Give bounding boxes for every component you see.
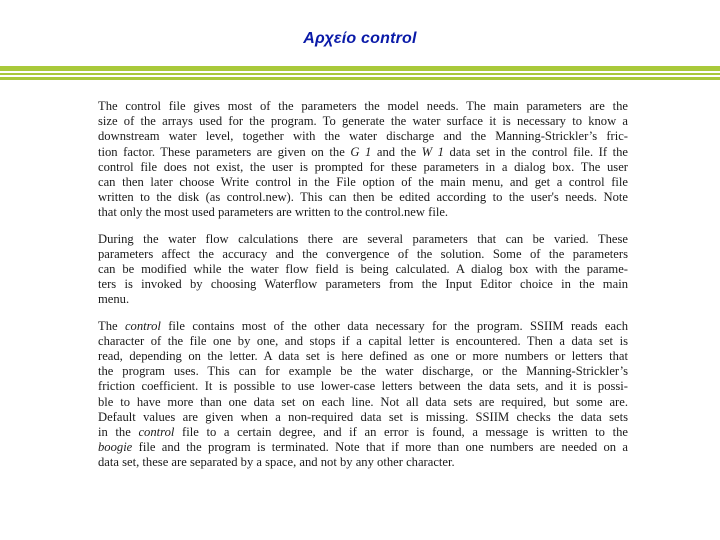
text-line: character of the file one by one, and stops if a capital letter is encountered. Then a data set is [98,333,628,348]
text-line: size of the arrays used for the program. To generate the water surface it is necessary to know a [98,114,628,129]
text-line: The control file contains most of the other data necessary for the program. SSIIM reads each [98,318,628,333]
text-line: ble to have more than one data set on each line. Not all data sets are required, but some are. [98,394,628,409]
text-line: Default values are given when a non-required data set is missing. SSIIM checks the data sets [98,409,628,424]
text-line: can be modified while the water flow field is being calculated. A dialog box with the parame- [98,262,628,277]
italic-term: boogie [98,440,133,455]
text-line: parameters affect the accuracy and the convergence of the solution. Some of the parameters [98,246,628,261]
text-line: read, depending on the letter. A data set is here defined as one or more numbers or letters that [98,349,628,364]
text-line: control file does not exist, the user is prompted for these parameters in a dialog box. The user [98,159,628,174]
title-divider-bottom [0,77,720,80]
text-line: tion factor. These parameters are given on the G 1 and the W 1 data set in the control file. If the [98,144,629,159]
paragraph-3 [98,319,628,471]
italic-term: W 1 [421,144,444,159]
paragraph-1 [98,99,628,221]
text-line: in the control file to a certain degree, and if an error is found, a message is written to the [98,425,629,440]
title-divider-thin [0,73,720,75]
italic-term: control [124,318,161,333]
slide-title: Αρχείο control [303,30,417,47]
text-line: can then later choose Write control in the File option of the main menu, and get a control file [98,175,628,190]
text-line: friction coefficient. It is possible to use lower-case letters between the data sets, and it is possi- [98,379,628,394]
text-line: data set, these are separated by a space, and not by any other character. [98,455,455,470]
text-line: downstream water level, together with the water discharge and the Manning-Strickler’s fric- [98,129,628,144]
text-line: During the water flow calculations there are several parameters that can be varied. These [98,231,628,246]
text-line: boogie file and the program is terminated. Note that if more than one numbers are needed on a [98,440,628,455]
text-line: ters is invoked by choosing Waterflow parameters from the Input Editor choice in the main [98,277,628,292]
italic-term: G 1 [350,144,372,159]
document-body [98,99,628,482]
text-line: menu. [98,292,130,307]
italic-term: control [138,425,175,440]
title-divider-thick [0,66,720,71]
paragraph-2 [98,232,628,308]
text-line: the program uses. This can for example be the water discharge, or the Manning-Strickler’s [98,364,628,379]
text-line: that only the most used parameters are written to the control.new file. [98,205,449,220]
text-line: The control file gives most of the parameters the model needs. The main parameters are the [98,99,628,113]
text-line: written to the disk (as control.new). This can then be edited according to the user's needs. Note [98,190,628,205]
